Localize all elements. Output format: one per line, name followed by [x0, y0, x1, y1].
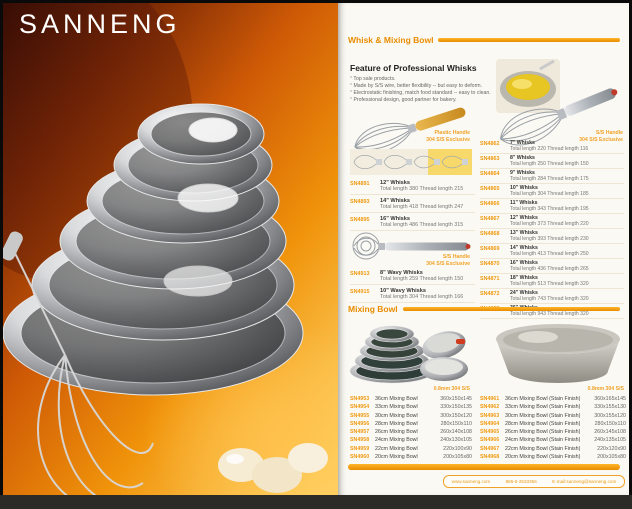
product-row	[350, 453, 472, 461]
product-name: 30cm Mixing Bowl	[375, 412, 418, 419]
product-code: SN4865	[480, 186, 500, 192]
product-name: 18" Whisks	[510, 275, 538, 281]
product-code: SN4954	[350, 404, 370, 411]
product-code: SN4862	[480, 141, 500, 147]
product-code: SN4915	[350, 288, 370, 295]
product-name: 33cm Mixing Bowl	[375, 404, 418, 411]
product-code: SN4866	[480, 201, 500, 207]
product-desc: Total length 259 Thread length 150	[380, 275, 464, 282]
bowl-section-header	[348, 304, 620, 314]
product-desc: Total length 486 Thread length 315	[380, 221, 464, 228]
product-code: SN4867	[480, 216, 500, 222]
product-code: SN4871	[480, 276, 500, 282]
product-name: 20cm Mixing Bowl (Stain Finish)	[505, 454, 581, 461]
product-dimensions: 300x150x120	[440, 412, 472, 419]
product-desc: Total length 304 Thread length 166	[380, 293, 464, 300]
product-desc: Total length 418 Thread length 247	[380, 203, 464, 210]
product-row	[480, 169, 624, 184]
product-dimensions: 300x155x120	[594, 412, 626, 419]
product-code: SN4872	[480, 291, 500, 297]
product-row	[480, 289, 624, 304]
right-bowl-list	[480, 395, 626, 461]
product-name: 22cm Mixing Bowl	[375, 445, 418, 452]
product-row	[350, 177, 475, 195]
left-whisk-list	[350, 177, 475, 231]
product-code: SN4963	[480, 412, 500, 419]
brand-logo: SANNENG	[19, 9, 181, 39]
product-code: SN4891	[350, 180, 370, 187]
product-row	[480, 274, 624, 289]
product-row	[480, 412, 626, 420]
product-code: SN4869	[480, 246, 500, 252]
product-name: 12" Whisks	[380, 179, 411, 186]
product-desc: Total length 380 Thread length 215	[380, 185, 464, 192]
feature-heading: Feature of Professional Whisks	[350, 63, 477, 73]
plastic-handle-whisk-image	[346, 99, 474, 151]
product-dimensions: 280x150x110	[594, 420, 626, 427]
product-desc: Total length 436 Thread length 265	[510, 266, 589, 272]
product-desc: Total length 943 Thread length 320	[510, 311, 589, 317]
product-code: SN4961	[480, 396, 500, 402]
product-name: 33cm Mixing Bowl (Stain Finish)	[505, 404, 581, 411]
product-name: 24" Whisks	[510, 290, 538, 296]
product-desc: Total length 393 Thread length 230	[510, 236, 589, 242]
product-code: SN4957	[350, 429, 370, 436]
product-desc: Total length 284 Thread length 175	[510, 176, 589, 182]
product-row	[480, 436, 626, 444]
whisk-section-title: Whisk & Mixing Bowl	[348, 35, 434, 45]
product-row	[350, 403, 472, 411]
product-code: SN4863	[480, 156, 500, 162]
section-rule	[438, 38, 620, 42]
product-name: 7" Whisks	[510, 140, 535, 146]
product-code: SN4895	[350, 216, 370, 223]
product-dimensions: 240x135x105	[594, 437, 626, 444]
product-row	[480, 229, 624, 244]
product-dimensions: 330x150x135	[440, 404, 472, 411]
product-code: SN4868	[480, 231, 500, 237]
left-bowl-spec-label: 0.8mm 304 S/S	[433, 386, 470, 392]
product-name: 8" Wavy Whisks	[380, 269, 423, 276]
product-desc: Total length 373 Thread length 220	[510, 221, 589, 227]
product-row	[480, 139, 624, 154]
product-code: SN4870	[480, 261, 500, 267]
product-desc: Total length 220 Thread length 116	[510, 146, 589, 152]
product-row	[480, 420, 626, 428]
product-code: SN4953	[350, 396, 370, 402]
feature-item: * Electrostatic finishing, match food standard -- easy to clean.	[350, 90, 491, 97]
product-dimensions: 200x105x80	[597, 454, 626, 461]
product-name: 16" Whisks	[380, 215, 411, 222]
product-dimensions: 280x150x110	[440, 420, 472, 427]
product-name: 14" Whisks	[380, 197, 411, 204]
product-desc: Total length 413 Thread length 250	[510, 251, 589, 257]
product-code: SN4960	[350, 454, 370, 461]
product-row	[350, 445, 472, 453]
product-name: 20cm Mixing Bowl	[375, 454, 418, 461]
product-code: SN4955	[350, 412, 370, 419]
footer-phone: 886-6-2533356	[505, 479, 537, 484]
product-name: 22cm Mixing Bowl (Stain Finish)	[505, 445, 581, 452]
product-name: 24cm Mixing Bowl (Stain Finish)	[505, 437, 581, 444]
product-code: SN4893	[350, 198, 370, 205]
product-dimensions: 240x130x105	[440, 437, 472, 444]
bottom-strip	[0, 495, 632, 509]
product-name: 36cm Mixing Bowl	[375, 396, 418, 402]
product-row	[480, 154, 624, 169]
product-row	[350, 285, 475, 303]
left-bowl-list	[350, 395, 472, 461]
section-rule	[403, 307, 620, 311]
right-bowl-spec-label: 0.8mm 304 S/S	[587, 386, 624, 392]
product-name: 36cm Mixing Bowl (Stain Finish)	[505, 396, 581, 402]
right-whisk-list	[480, 139, 624, 319]
product-name: 14" Whisks	[510, 245, 538, 251]
product-code: SN4964	[480, 420, 500, 427]
product-row	[480, 428, 626, 436]
product-dimensions: 220x120x90	[597, 445, 626, 452]
product-row	[480, 244, 624, 259]
ss-handle-label: S/S Handle 304 S/S Exclusive	[579, 130, 623, 143]
product-row	[480, 445, 626, 453]
product-name: 28cm Mixing Bowl	[375, 420, 418, 427]
product-code: SN4968	[480, 454, 500, 461]
catalog-page	[338, 3, 629, 495]
product-row	[480, 184, 624, 199]
product-name: 12" Whisks	[510, 215, 538, 221]
product-code: SN4864	[480, 171, 500, 177]
product-code: SN4958	[350, 437, 370, 444]
product-name: 10" Wavy Whisks	[380, 287, 426, 294]
product-dimensions: 200x105x80	[443, 454, 472, 461]
stacked-bowls-image	[348, 317, 476, 385]
product-name: 26cm Mixing Bowl (Stain Finish)	[505, 429, 581, 436]
product-row	[480, 259, 624, 274]
product-name: 26cm Mixing Bowl	[375, 429, 418, 436]
product-row	[350, 420, 472, 428]
product-name: 16" Whisks	[510, 260, 538, 266]
product-name: 11" Whisks	[510, 200, 538, 206]
product-row	[480, 453, 626, 461]
product-dimensions: 360x150x145	[440, 396, 472, 402]
product-name: 13" Whisks	[510, 230, 538, 236]
product-row	[480, 403, 626, 411]
product-name: 10" Whisks	[510, 185, 538, 191]
product-row	[350, 395, 472, 403]
product-code: SN4965	[480, 429, 500, 436]
satin-bowl-image	[488, 317, 628, 387]
product-name: 8" Whisks	[510, 155, 535, 161]
product-dimensions: 260x140x108	[440, 429, 472, 436]
product-dimensions: 330x155x130	[594, 404, 626, 411]
product-row	[480, 214, 624, 229]
whisk-heads-strip-image	[350, 149, 472, 175]
plastic-handle-label: Plastic Handle 304 S/S Exclusive	[426, 130, 470, 143]
product-dimensions: 220x100x90	[443, 445, 472, 452]
product-row	[350, 428, 472, 436]
product-code: SN4967	[480, 445, 500, 452]
product-name: 24cm Mixing Bowl	[375, 437, 418, 444]
product-name: 30cm Mixing Bowl (Stain Finish)	[505, 412, 581, 419]
footer-website: www.sanneng.com	[451, 479, 491, 484]
product-name: 28cm Mixing Bowl (Stain Finish)	[505, 420, 581, 427]
bottom-accent-bar	[348, 464, 620, 470]
feature-item: * Professional design, good partner for bakery.	[350, 97, 491, 104]
product-desc: Total length 304 Thread length 185	[510, 191, 589, 197]
product-row	[350, 267, 475, 285]
feature-item: * Made by S/S wire, better flexibility -- but easy to deform.	[350, 83, 491, 90]
product-row	[350, 412, 472, 420]
product-name: 9" Whisks	[510, 170, 535, 176]
wavy-handle-label: S/S Handle 304 S/S Exclusive	[426, 254, 470, 267]
product-dimensions: 260x145x108	[594, 429, 626, 436]
product-code: SN4959	[350, 445, 370, 452]
product-code: SN4966	[480, 437, 500, 444]
wavy-whisk-list	[350, 267, 475, 303]
product-desc: Total length 250 Thread length 150	[510, 161, 589, 167]
product-row	[350, 213, 475, 231]
product-code: SN4956	[350, 420, 370, 427]
product-code: SN4913	[350, 270, 370, 277]
product-code: SN4962	[480, 404, 500, 411]
hero-photo-art	[3, 3, 338, 495]
product-row	[350, 436, 472, 444]
product-row	[480, 199, 624, 214]
product-desc: Total length 513 Thread length 320	[510, 281, 589, 287]
product-desc: Total length 343 Thread length 195	[510, 206, 589, 212]
feature-item: * Top sale products.	[350, 76, 491, 83]
product-row	[480, 395, 626, 403]
hero-photo	[3, 3, 338, 495]
contact-footer	[443, 475, 625, 488]
bowl-section-title: Mixing Bowl	[348, 304, 398, 314]
product-row	[350, 195, 475, 213]
product-desc: Total length 743 Thread length 320	[510, 296, 589, 302]
whisk-section-header	[348, 35, 620, 45]
footer-email: E-mail:sanneng@sanneng.com	[552, 479, 617, 484]
product-dimensions: 360x165x145	[594, 396, 626, 402]
